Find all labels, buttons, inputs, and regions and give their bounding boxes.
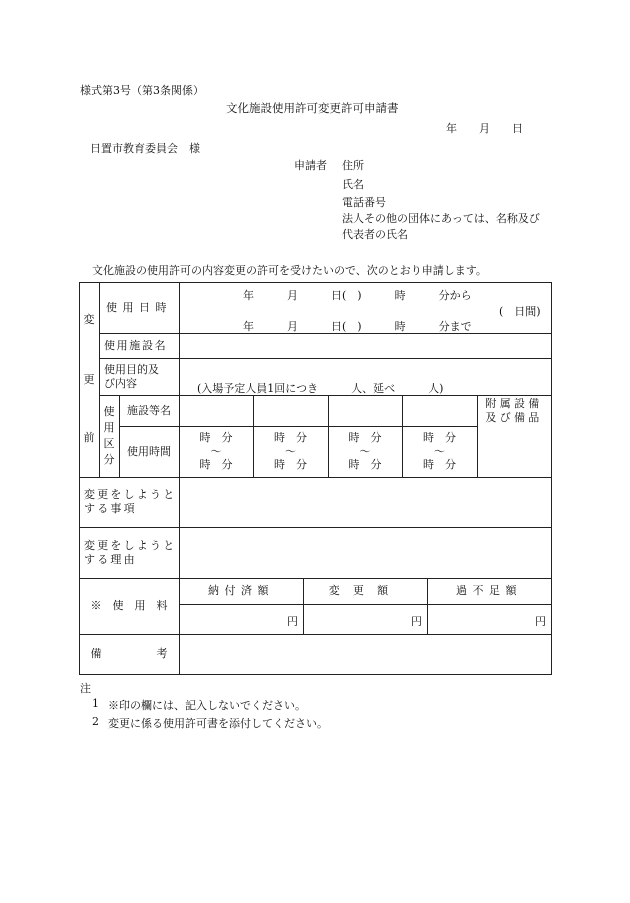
corporation-note-line1: 法人その他の団体にあっては、名称及び <box>342 212 540 225</box>
yen-unit-change: 円 <box>411 615 422 628</box>
change-matter-label: 変更をしようと する事項 <box>84 488 177 515</box>
note-2-number: 2 <box>92 715 99 728</box>
use-datetime-label: 使用日時 <box>106 300 172 314</box>
purpose-label: 使用目的及 び内容 <box>104 362 159 390</box>
time-slot-1: 時 分 ～ 時 分 <box>199 430 233 472</box>
intro-statement: 文化施設の使用許可の内容変更の許可を受けたいので、次のとおり申請します。 <box>92 264 487 277</box>
usage-category-label: 使 用 区 分 <box>103 405 115 466</box>
purpose-attendance: (入場予定人員1回につき 人、延べ 人) <box>197 382 444 395</box>
applicant-phone-label: 電話番号 <box>342 196 386 209</box>
application-table <box>79 282 552 675</box>
datetime-days: ( 日間) <box>499 305 541 318</box>
before-change-char-3: 前 <box>83 431 95 445</box>
applicant-name-label: 氏名 <box>342 178 364 191</box>
addressee: 日置市教育委員会 様 <box>90 142 200 155</box>
form-number-label: 様式第3号（第3条関係） <box>80 84 204 97</box>
equipment-label: 附属設備 及び備品 <box>485 396 543 424</box>
excess-shortage-label: 過不足額 <box>456 584 522 598</box>
facility-name-label: 使用施設名 <box>104 338 168 352</box>
datetime-until: 年 月 日( ) 時 分まで <box>243 320 472 333</box>
notes-heading: 注 <box>80 682 91 695</box>
paid-amount-label: 納付済額 <box>208 584 274 598</box>
applicant-label: 申請者 <box>294 159 327 172</box>
applicant-address-label: 住所 <box>342 159 364 172</box>
before-change-char-1: 変 <box>83 313 95 327</box>
yen-unit-excess: 円 <box>535 615 546 628</box>
corporation-note-line2: 代表者の氏名 <box>342 228 408 241</box>
date-line: 年 月 日 <box>446 122 523 135</box>
note-1-text: ※印の欄には、記入しないでください。 <box>108 699 306 712</box>
yen-unit-paid: 円 <box>287 615 298 628</box>
change-reason-label: 変更をしようと する理由 <box>84 538 177 566</box>
datetime-from: 年 月 日( ) 時 分から <box>243 289 472 302</box>
before-change-char-2: 更 <box>83 373 95 387</box>
form-title: 文化施設使用許可変更許可申請書 <box>226 101 399 115</box>
use-time-label: 使用時間 <box>127 444 171 458</box>
time-slot-2: 時 分 ～ 時 分 <box>274 430 307 472</box>
time-slot-3: 時 分 ～ 時 分 <box>348 430 382 472</box>
table-line <box>179 604 552 605</box>
remarks-label: 備 考 <box>90 647 168 661</box>
table-line <box>179 282 180 675</box>
usage-fee-label: ※ 使 用 料 <box>90 599 168 613</box>
change-amount-label: 変更額 <box>328 584 402 598</box>
table-line <box>551 282 552 675</box>
table-line <box>79 674 552 675</box>
facility-etc-label: 施設等名 <box>127 403 171 417</box>
note-2-text: 変更に係る使用許可書を添付してください。 <box>108 717 328 730</box>
time-slot-4: 時 分 ～ 時 分 <box>423 430 456 472</box>
note-1-number: 1 <box>92 697 99 710</box>
